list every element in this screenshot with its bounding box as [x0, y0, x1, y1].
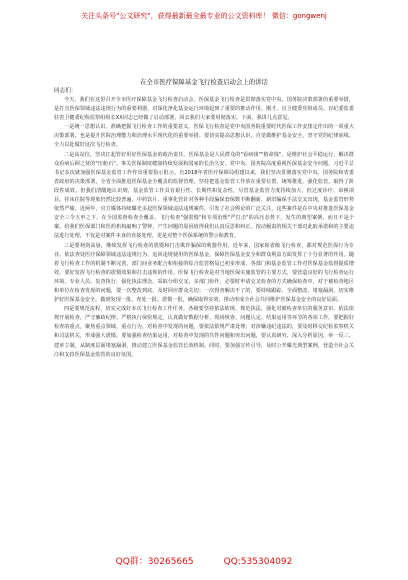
header-banner: [0, 12, 408, 21]
paragraph-2: 一是统一思想认识，准确把握飞行检查工作的重要意义。医保飞行检查是党中央国务院重要时代医保工作安排定作出的一项重大决策部署，也是提升医院治理能力和治理水平现代化的重要举措。要切实提高思想认识，自觉做维护基金安全，坚守党的纪律底线。全力以赴做好这次飞行检查。: [54, 124, 354, 149]
qq-text: QQ:535304092: [223, 557, 293, 567]
paragraph-4: 三是要利剑高悬，继续发挥飞行检查的震慑和打击欺诈骗保的利器作用。近年来，国家和省级飞行检查，都对规范医保行为专业、依法查处医疗保障领域违法违规行为、追回违规使用的医保基金，保障医保基金安全和群众利益方面发挥了十分显著的作用。随着飞行检查工作的机制不断完善，部门间业务配合和衔接的综合监管格局已初步形成，各部门和基金监管工作对医保基金监督提质增效，要好发挥飞行检查的震慑效果和打击违规的作用。医保飞行检查是对当地医保实施监管的主要方式，要营造良好的飞行检查运行环境，专业人员、复查执行，强化执法理念，采取分组交叉、多部门协作，必要时申请交叉检查的方式确保检查中，对于被检查地区和单位在检查发现的问题，要一次整改到底，及时回应群众关切；一次督查解决不了的，要持续跟踪、全面整改、堵塞漏洞，切实维护好医保基金安全，做到发现一批、查处一批、震慑一批，确保取得实效，推动形成全社会共同维护医保基金安全的良好局面。: [54, 242, 354, 304]
qq-group-text: QQ群：30265665: [115, 557, 194, 567]
footer-contacts: [0, 556, 408, 568]
document-title: 在全市医疗保障基金飞行检查启动会上的讲话: [140, 78, 268, 86]
paragraph-5: 四是要规范流程，切实完成好本次飞行检查工作任务。各级要坚持依法依规、规范执法，强化对被检查单位的服务意识、依法依规开展检查，严守廉政纪律。严格执行保密规定，认真做好数据分析、现场核查、问题认定、结果运用等环节的各项工作。要把握好检查的重点，聚焦重点领域、重点行为，对检查中发现的问题，要依法依规严肃处理；对涉嫌违纪违法的，要及时移交纪检监察机关和司法机关，形成强大震慑。要加强检查结果运用，对检查中发现的共性问题和突出问题，要认真研究、深入分析原因，举一反三、建章立制，从制度层面堵塞漏洞，推动建立医保基金监管长效机制。同时，要加强宣传引导，及时公开曝光典型案例，营造全社会关注和支持医保基金监管的良好氛围。: [54, 306, 354, 358]
banner-highlight: 关注头条号"公文研究": [81, 12, 151, 20]
document-page: [54, 78, 354, 548]
greeting: 同志们：: [54, 88, 77, 94]
paragraph-3: 二是高站位，坚决扛起管好用好医保基金的政治责任。医保基金是人民群众的"看病钱""救命钱"，是维护社会平稳运行、解决群众看病后顾之忧的"压舱石"。事关医保制度健康持续发展和国家的长治久安。党中央、国务院高度重视医保基金安全问题，习近平总书记多次就加强医保基金监管工作作出重要指示批示。自2018年省医疗保障局组建以来，我们坚决贯彻落实党中央、国务院和省委省政府的决策部署，全省全面推进医保基金全覆盖的监督管理，坚持把基金监管工作放在重要位置、统筹推进、强化监管，取得了阶段性成效。但我们清醒地认识到，基金监管工作具有艰巨性、长期性和复杂性，尽管基金监管力度持续加大，但过度诊疗、串换项目、挂床住院等现象仍然比较普遍。中药饮片、重事化管针对各种手段骗保套保数不断翻新，新旧骗保手法交叉出现，基金监管形势依然严峻。近两年，官方媒体持续曝光多起医保领域违法违规案件，引发了社会舆论的广泛关注，这些案件是在中央对推进医保基金安全三令五申之下，在全国监督检查全覆盖、飞行检查"强震慑"和专项治理"严打击"的高压态势下，发生的典型案例。而且不是个案。给我们医保部门和医药机构敲响了警钟，产生问题的原因值得我们认真反思和纠正。按动履责的相关干部对此取承诺和的主要违法进行处理，不仅是对案件本身的直接处理，更是对整个医保系统的警示和教育。: [54, 151, 354, 240]
paragraph-1: 今天，我们在这里召开全市医疗保障基金飞行检查启动会。医保基金飞行检查是贯彻落实党中央、国务院决策部署的重要举措，是打击医保领域违法违规行为的重要利器，对深化净化基金运行环境起到了重要的推动作用。刚才，盲卫健委党组成员、盲纪委监委驻省卫健委纪检监察组组长XX同志已经做了启动部署，回去我们大家要用彻落实。下面，我讲几点意见。: [54, 97, 354, 122]
banner-rest: ，获得最新最全最专业的公文资料库！ 微信：gongwenj: [150, 12, 327, 20]
banner-line-promo: [0, 12, 408, 21]
